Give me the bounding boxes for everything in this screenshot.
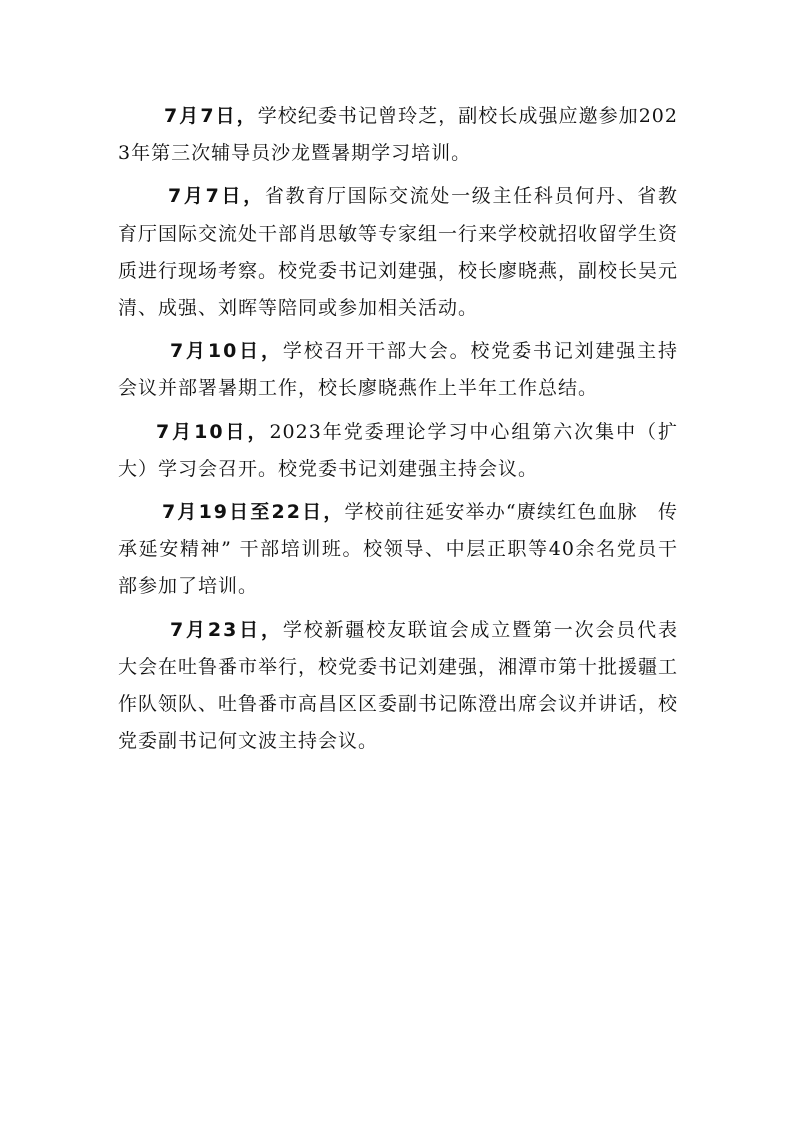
entry-text: 2023年党委理论学习中心组第六次集中（扩大）学习会召开。校党委书记刘建强主持会议。 bbox=[118, 420, 678, 480]
news-entry bbox=[118, 98, 678, 172]
entry-text: 学校召开干部大会。校党委书记刘建强主持会议并部署暑期工作，校长廖晓燕作上半年工作总结。 bbox=[118, 340, 678, 400]
news-entry bbox=[118, 178, 678, 327]
news-entry bbox=[118, 612, 678, 761]
document-body bbox=[118, 98, 678, 766]
entry-date: 7月10日， bbox=[156, 420, 270, 443]
news-entry bbox=[118, 414, 678, 488]
entry-date: 7月7日， bbox=[164, 105, 258, 127]
entry-date: 7月10日， bbox=[170, 340, 283, 363]
entry-text: 省教育厅国际交流处一级主任科员何丹、省教育厅国际交流处干部肖思敏等专家组一行来学校就招收留学生资质进行现场考察。校党委书记刘建强，校长廖晓燕，副校长吴元清、成强、刘晖等陪同或参加相关活动。 bbox=[118, 185, 679, 320]
news-entry bbox=[118, 494, 678, 606]
news-entry bbox=[118, 333, 678, 407]
entry-date: 7月23日， bbox=[170, 618, 283, 641]
entry-date: 7月19日至22日， bbox=[162, 501, 345, 524]
entry-date: 7月7日， bbox=[168, 185, 265, 208]
entry-text: 学校纪委书记曾玲芝，副校长成强应邀参加2023年第三次辅导员沙龙暨暑期学习培训。 bbox=[118, 105, 678, 165]
entry-text: 学校新疆校友联谊会成立暨第一次会员代表大会在吐鲁番市举行，校党委书记刘建强，湘潭市第十批援疆工作队领队、吐鲁番市高昌区区委副书记陈澄出席会议并讲话，校党委副书记何文波主持会议。 bbox=[118, 618, 679, 753]
entry-text: 学校前往延安举办“赓续红色血脉 传承延安精神” 干部培训班。校领导、中层正职等40余名党员干部参加了培训。 bbox=[118, 501, 678, 598]
